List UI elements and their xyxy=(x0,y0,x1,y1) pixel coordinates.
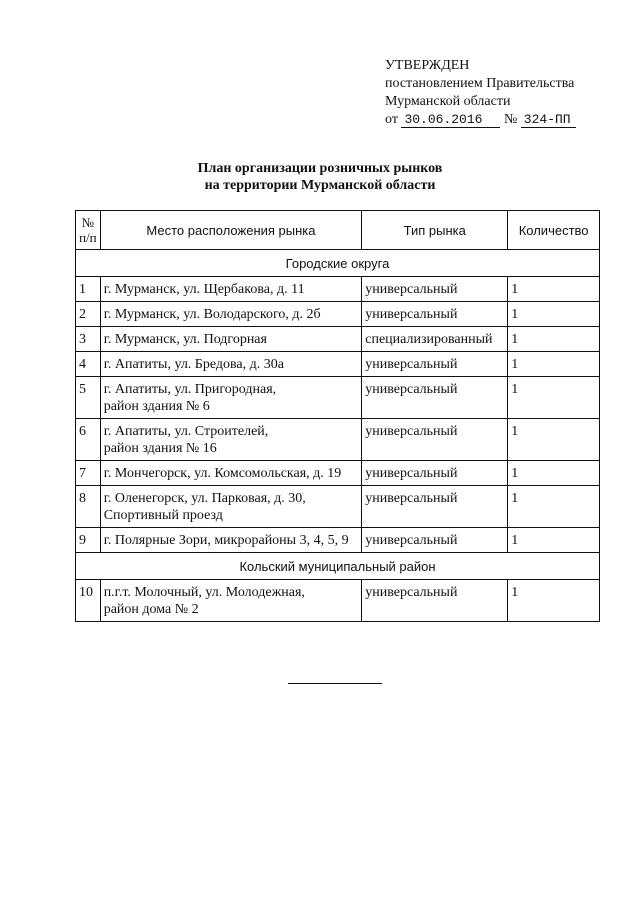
document-title xyxy=(0,160,640,194)
row-place xyxy=(100,486,362,528)
row-number: 4 xyxy=(76,352,101,377)
table-row xyxy=(76,580,600,622)
row-quantity: 1 xyxy=(508,377,600,419)
row-market-type: универсальный xyxy=(362,377,508,419)
row-number: 10 xyxy=(76,580,101,622)
row-quantity: 1 xyxy=(508,580,600,622)
row-number: 5 xyxy=(76,377,101,419)
row-market-type: универсальный xyxy=(362,486,508,528)
row-market-type: универсальный xyxy=(362,277,508,302)
row-place xyxy=(100,528,362,553)
row-place-line-1: г. Мурманск, ул. Щербакова, д. 11 xyxy=(103,282,305,297)
group-row xyxy=(76,553,600,580)
row-place-line-1: г. Полярные Зори, микрорайоны 3, 4, 5, 9 xyxy=(103,533,349,548)
approval-line-1: постановлением Правительства xyxy=(385,76,575,91)
row-number: 9 xyxy=(76,528,101,553)
row-number: 6 xyxy=(76,419,101,461)
approval-date: 30.06.2016 xyxy=(401,113,500,128)
header-place: Место расположения рынка xyxy=(100,211,362,250)
approval-date-row xyxy=(385,111,576,129)
row-place xyxy=(100,419,362,461)
row-market-type: универсальный xyxy=(362,302,508,327)
row-number: 8 xyxy=(76,486,101,528)
table-row xyxy=(76,419,600,461)
row-quantity: 1 xyxy=(508,327,600,352)
row-place xyxy=(100,277,362,302)
row-place xyxy=(100,327,362,352)
row-number: 1 xyxy=(76,277,101,302)
row-place xyxy=(100,461,362,486)
row-place-line-2: район здания № 6 xyxy=(103,399,210,414)
table-row xyxy=(76,327,600,352)
approval-stamp: УТВЕРЖДЕН xyxy=(385,58,470,73)
header-type: Тип рынка xyxy=(362,211,508,250)
row-market-type: универсальный xyxy=(362,528,508,553)
row-place-line-2: район дома № 2 xyxy=(103,602,199,617)
row-place-line-1: г. Мончегорск, ул. Комсомольская, д. 19 xyxy=(103,466,342,481)
table-row xyxy=(76,528,600,553)
markets-table xyxy=(75,210,600,622)
row-market-type: универсальный xyxy=(362,580,508,622)
row-quantity: 1 xyxy=(508,419,600,461)
table-row xyxy=(76,302,600,327)
header-quantity: Количество xyxy=(508,211,600,250)
row-quantity: 1 xyxy=(508,486,600,528)
row-market-type: универсальный xyxy=(362,352,508,377)
row-place xyxy=(100,580,362,622)
approval-line-2: Мурманской области xyxy=(385,94,511,109)
title-line-2: на территории Мурманской области xyxy=(204,178,436,193)
row-place xyxy=(100,302,362,327)
row-place-line-2: Спортивный проезд xyxy=(103,508,223,523)
row-quantity: 1 xyxy=(508,461,600,486)
row-number: 3 xyxy=(76,327,101,352)
group-label-kola: Кольский муниципальный район xyxy=(76,553,600,580)
row-place xyxy=(100,352,362,377)
row-market-type: специализированный xyxy=(362,327,508,352)
row-number: 7 xyxy=(76,461,101,486)
row-place-line-1: г. Мурманск, ул. Подгорная xyxy=(103,332,267,347)
row-place-line-1: п.г.т. Молочный, ул. Молодежная, xyxy=(103,585,305,600)
row-quantity: 1 xyxy=(508,352,600,377)
row-number: 2 xyxy=(76,302,101,327)
title-line-1: План организации розничных рынков xyxy=(197,161,443,176)
row-market-type: универсальный xyxy=(362,461,508,486)
row-place-line-1: г. Оленегорск, ул. Парковая, д. 30, xyxy=(103,491,306,506)
table-row xyxy=(76,461,600,486)
row-quantity: 1 xyxy=(508,528,600,553)
row-place-line-1: г. Мурманск, ул. Володарского, д. 2б xyxy=(103,307,321,322)
row-place xyxy=(100,377,362,419)
table-row xyxy=(76,277,600,302)
table-row xyxy=(76,352,600,377)
approval-block xyxy=(385,57,576,129)
row-quantity: 1 xyxy=(508,277,600,302)
section-urban xyxy=(76,250,600,553)
row-place-line-2: район здания № 16 xyxy=(103,441,217,456)
table-row xyxy=(76,377,600,419)
row-place-line-1: г. Апатиты, ул. Бредова, д. 30а xyxy=(103,357,284,372)
row-place-line-1: г. Апатиты, ул. Пригородная, xyxy=(103,382,277,397)
header-number-line-1: № xyxy=(81,215,95,230)
section-kola xyxy=(76,553,600,622)
group-row xyxy=(76,250,600,277)
approval-number-sign: № xyxy=(503,112,518,127)
table-row xyxy=(76,486,600,528)
header-number xyxy=(76,211,101,250)
group-label-urban: Городские округа xyxy=(76,250,600,277)
header-number-line-2: п/п xyxy=(79,230,97,245)
row-market-type: универсальный xyxy=(362,419,508,461)
approval-date-prefix: от xyxy=(385,112,398,127)
row-place-line-1: г. Апатиты, ул. Строителей, xyxy=(103,424,269,439)
row-quantity: 1 xyxy=(508,302,600,327)
approval-number: 324-ПП xyxy=(521,113,576,128)
table-header-row xyxy=(76,211,600,250)
closing-line xyxy=(288,683,382,684)
